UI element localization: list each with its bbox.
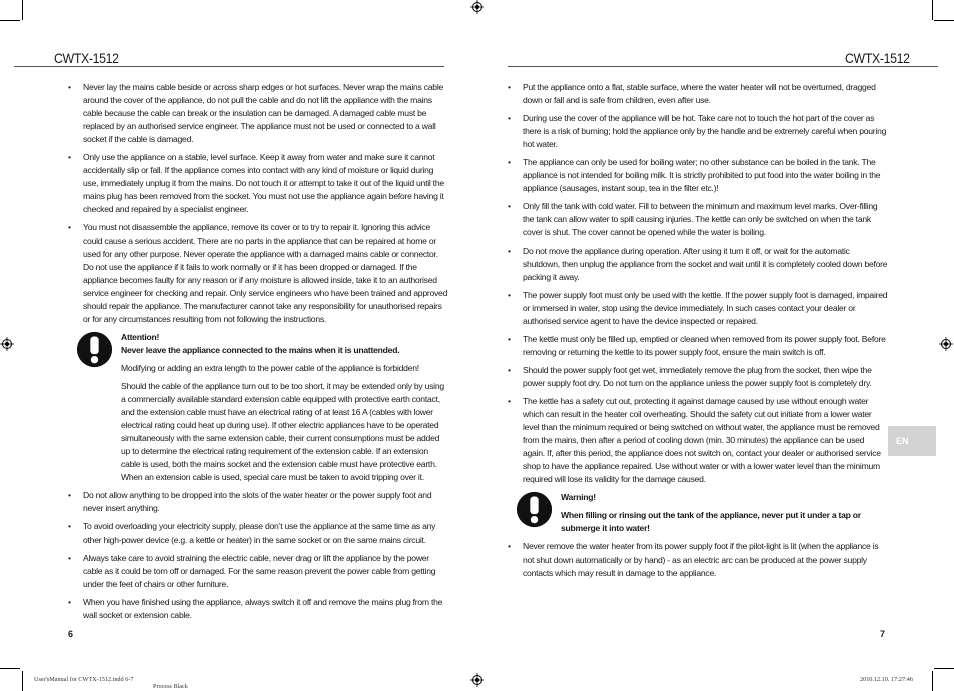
list-item: • Never remove the water heater from its power supply foot if the pilot-light is lit (when the appliance is not shut down automatically or by hand) - as an electric arc can be produced at the power supply contacts which may result in damage to the appliance. <box>508 541 879 578</box>
right-column <box>508 81 888 585</box>
language-tab: EN <box>888 426 936 456</box>
warning-box <box>516 491 888 535</box>
crop-mark <box>0 20 20 21</box>
list-item: • The kettle has a safety cut out, protecting it against damage caused by use without enough water which can result in the heater coil overheating. Should the safety cut out initiate from a lower water level than the minimum required or being switched on without water, the appliance must be removed from the mains, then after a period of cooling down (min. 30 minutes) the appliance can be used again. If, after this period, the appliance does not switch on, contact your dealer or authorised service shop to have the appliance repaired. Use without water or with a lower water level than the minimum required will lose its validity for the damage caused. <box>508 395 881 485</box>
list-item: • When you have finished using the appliance, always switch it off and remove the mains plug from the wall socket or extension cable. <box>68 596 443 620</box>
registration-mark-icon <box>470 673 484 687</box>
list-item: • Only fill the tank with cold water. Fill to between the minimum and maximum level marks. Over-filling the tank can allow water to spill causing injuries. The kettle can only be switched on when the tank cover is shut. The cover cannot be opened while the water is boiling. <box>508 201 878 238</box>
list-item: • Do not move the appliance during operation. After using it turn it off, or wait for the automatic shutdown, then unplug the appliance from the socket and wait until it is completely cooled down before packing it away. <box>508 245 888 282</box>
list-item: • During use the cover of the appliance will be hot. Take care not to touch the hot part of the cover as there is a risk of burning; hold the appliance only by the handle and be extremely careful when pouring hot water. <box>508 113 887 150</box>
crop-mark <box>934 668 954 669</box>
list-item: • Put the appliance onto a flat, stable surface, where the water heater will not be overturned, dragged down or fall and is safe from children, even after use. <box>508 82 876 106</box>
crop-mark <box>932 671 933 691</box>
left-column <box>68 81 448 627</box>
list-item: • Should the power supply foot get wet, immediately remove the plug from the socket, then wipe the power supply foot dry. Do not turn on the appliance unless the power supply foot is completely dry. <box>508 364 872 388</box>
list-item: • To avoid overloading your electricity supply, please don’t use the appliance at the same time as any other high-power device (e.g. a kettle or heater) in the same socket or on the same mains circuit. <box>68 521 436 545</box>
crop-mark <box>932 0 933 20</box>
registration-mark-icon <box>939 337 953 351</box>
list-item: • Do not allow anything to be dropped into the slots of the water heater or the power supply foot and never insert anything. <box>68 490 432 514</box>
registration-mark-icon <box>470 0 484 14</box>
attention-bold-text: Never leave the appliance connected to the mains when it is unattended. <box>121 344 400 355</box>
warning-title: Warning! <box>561 492 596 503</box>
slug-color: Process Black <box>153 683 188 690</box>
model-title-right: CWTX-1512 <box>845 50 910 66</box>
header-rule-right <box>508 66 938 67</box>
attention-box <box>76 331 448 485</box>
exclamation-icon <box>76 331 113 368</box>
attention-paragraph: Should the cable of the appliance turn out to be too short, it may be extended only by using a commercially available standard extension cable equipped with protective earth contact, and the extension cable must have an electrical rating of at least 16 A (cables with lower electrical rating could heat up during use). If other electric appliances have to be operated simultaneously with the same extension cable, their current consumptions must be added up to determine the electrical rating requirement of the extension cable. If an extension cable is used, both the mains socket and the extension cable must have protective earth. When an extension cable is used, special care must be taken to avoid tripping over it. <box>121 380 444 483</box>
crop-mark <box>0 668 20 669</box>
registration-mark-icon <box>0 337 14 351</box>
crop-mark <box>22 671 23 691</box>
exclamation-icon <box>516 491 553 528</box>
list-item: • The kettle must only be filled up, emptied or cleaned when removed from its power supply foot. Before removing or returning the kettle to its power supply foot, ensure the main switch is off. <box>508 333 886 357</box>
list-item: • The power supply foot must only be used with the kettle. If the power supply foot is damaged, impaired or immersed in water, stop using the device immediately. In such cases contact your dealer or authorised service agent to have the device inspected or repaired. <box>508 289 888 326</box>
list-item: • Never lay the mains cable beside or across sharp edges or hot surfaces. Never wrap the mains cable around the cover of the appliance, do not pull the cable and do not lift the appliance with the mains cable because the cable can break or the insulation can be damaged. A damaged cable must be replaced by an authorised service engineer. The appliance must not be used or connected to a wall socket if the cable is damaged. <box>68 82 444 145</box>
slug-filename: User'sManual for CWTX-1512.indd 6-7 <box>34 676 134 683</box>
model-title-left: CWTX-1512 <box>54 50 119 66</box>
list-item: • Only use the appliance on a stable, level surface. Keep it away from water and make sure it cannot accidentally slip or fall. If the appliance comes into contact with any kind of moisture or liquid during use, immediately unplug it from the mains. Do not touch it or attempt to take it out of the liquid until the mains plug has been removed from the socket. You must not use the appliance again before having it checked and repaired by a specialist engineer. <box>68 152 444 215</box>
list-item: • The appliance can only be used for boiling water; no other substance can be boiled in the tank. The appliance is not intended for boiling milk. It is strictly prohibited to put food into the water boiling in the appliance (sausages, instant soup, tea in the filter etc.)! <box>508 157 881 194</box>
attention-title: Attention! <box>121 331 160 342</box>
warning-bold-text: When filling or rinsing out the tank of the appliance, never put it under a tap or submerge it into water! <box>561 510 861 534</box>
crop-mark <box>22 0 23 20</box>
list-item: • Always take care to avoid straining the electric cable, never drag or lift the appliance by the power cable as it could be torn off or damaged. For the same reason prevent the power cable from getting under the feet of chairs or other furniture. <box>68 552 436 589</box>
crop-mark <box>934 20 954 21</box>
slug-timestamp: 2010.12.10. 17:27:46 <box>860 676 913 683</box>
page-number-left: 6 <box>68 629 74 639</box>
header-rule-left <box>14 66 444 67</box>
list-item: • You must not disassemble the appliance, remove its cover or to try to repair it. Ignoring this advice could cause a serious accident. There are no parts in the appliance that can be repaired at home or used for any other purpose. Never operate the appliance with a damaged mains cable or connector. Do not use the appliance if it fails to work normally or if it has been dropped or damaged. If the appliance becomes faulty for any reason or if any moisture is allowed inside, take it to an authorised service engineer for checking and repair. Only service engineers who have been trained and approved should repair the appliance. The manufacturer cannot take any responsibility for unauthorised repairs or for any circumstances resulting from not following the instructions. <box>68 222 448 324</box>
page-number-right: 7 <box>880 629 886 639</box>
attention-paragraph: Modifying or adding an extra length to the power cable of the appliance is forbidden! <box>121 362 419 373</box>
